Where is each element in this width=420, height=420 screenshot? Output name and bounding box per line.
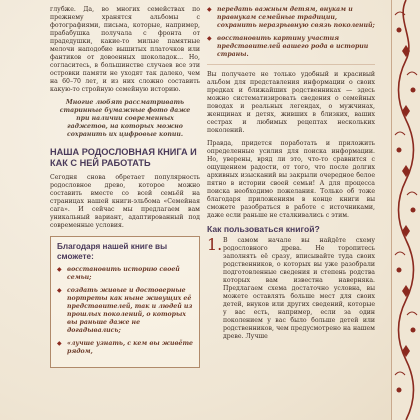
- benefit-item: ◆ передать важным детям, внукам и правнукам семейные традиции, сохранить неразрывную связь поколений;: [207, 6, 375, 29]
- paragraph-research: Правда, придется поработать и приложить определенные усилия для поиска информации. Но, уверены, вряд ли это, что-то сравнится с ощущением радости, от того, что после долгих архивных изысканий вы закрыли очередное белое пятно в истории своей семьи! А для процесса поиска необходимо пожелания. Только об тоже благодаря приложениям в конце книги вы сможете разобраться в работе с источниками, даже если раньше не сталкивались с этим.: [207, 140, 375, 219]
- diamond-bullet-icon: ◆: [57, 340, 62, 347]
- benefit-item: ◆ создать живые и достоверные портреты как ныне живущих её представителей, так и людей из прошлых поколений, о которых вы раньше даже не догадывались;: [57, 287, 193, 334]
- ornament-vine-icon: [392, 0, 420, 420]
- step-text: В самом начале вы найдёте схему родословного древа. Не торопитесь заполнять её сразу, вписывайте туда своих родственников, о которых вы уже разобрали подготовленные сведения и степень родства которых вам известна наверняка. Предлагаем схема достаточно условна, вы можете оставлять больше мест для своих детей, внуков или других сведений, которые у вас есть, например, если за один поколением у вас было больше детей или родственников, чем предусмотрено на нашем древе. Лучше: [223, 237, 375, 340]
- benefits-box-title: Благодаря нашей книге вы сможете:: [57, 242, 168, 261]
- diamond-bullet-icon: ◆: [57, 266, 62, 273]
- paragraph-album: Вы получаете не только удобный и красивый альбом для представления информации о своих предках и ближайших родственниках — здесь можно систематизировать сведения о семейных поводах и реальных легендах, о мужчинах, женщинах и детях, живших в близких, ваших сестрах и любимых рецептах нескольких поколений.: [207, 71, 375, 134]
- ornamental-border: [391, 0, 420, 420]
- paragraph-intro: Сегодня снова обретает популярность родословное древо, которое можно составить вместе со всей семьёй на страницах нашей книги-эльбома «Семейная сага». И сейчас мы предлагаем вам уникальный вариант, адаптированный под современные условия.: [50, 174, 200, 229]
- benefits-continued: [207, 6, 375, 59]
- section-heading: НАША РОДОСЛОВНАЯ КНИГА И КАК С НЕЙ РАБОТАТЬ: [50, 147, 197, 168]
- benefit-item: ◆ восстановить картину участия представителей вашего рода в истории страны.: [207, 35, 369, 58]
- benefits-box: [50, 236, 200, 368]
- left-column: [50, 6, 200, 368]
- right-column: [207, 6, 375, 341]
- diamond-bullet-icon: ◆: [207, 35, 212, 42]
- benefit-item: ◆ «лучше узнать, с кем вы живёте рядом,: [57, 340, 193, 355]
- pull-quote: Многие любят рассматривать старинные бумажные фото даже при наличии современных гаджетов, на которых можно сохранить их цифровые копии.: [59, 99, 191, 138]
- step-number: 1.: [207, 235, 223, 254]
- divider: [207, 64, 375, 65]
- step-item: [207, 237, 375, 341]
- diamond-bullet-icon: ◆: [207, 6, 212, 13]
- benefit-item: ◆ восстановить историю своей семьи;: [57, 266, 180, 281]
- howto-heading: Как пользоваться книгой?: [207, 224, 320, 234]
- diamond-bullet-icon: ◆: [57, 287, 62, 294]
- paragraph-family-memory: глубже. Да, во многих семействах по прежнему хранятся альбомы с фотографиями, письма, которые, например, прабабушка получала с фронта от прадедушки, какие-то милые памятные мелочи наподобие вышитых платочков или фантиков от довоенных шоколадок... Но, согласитесь, в большинстве случаев все эти островки памяти не уходят так далеко, чем на 60–70 лет, и из них сложно составить какую-то стройную семейную историю.: [50, 6, 200, 93]
